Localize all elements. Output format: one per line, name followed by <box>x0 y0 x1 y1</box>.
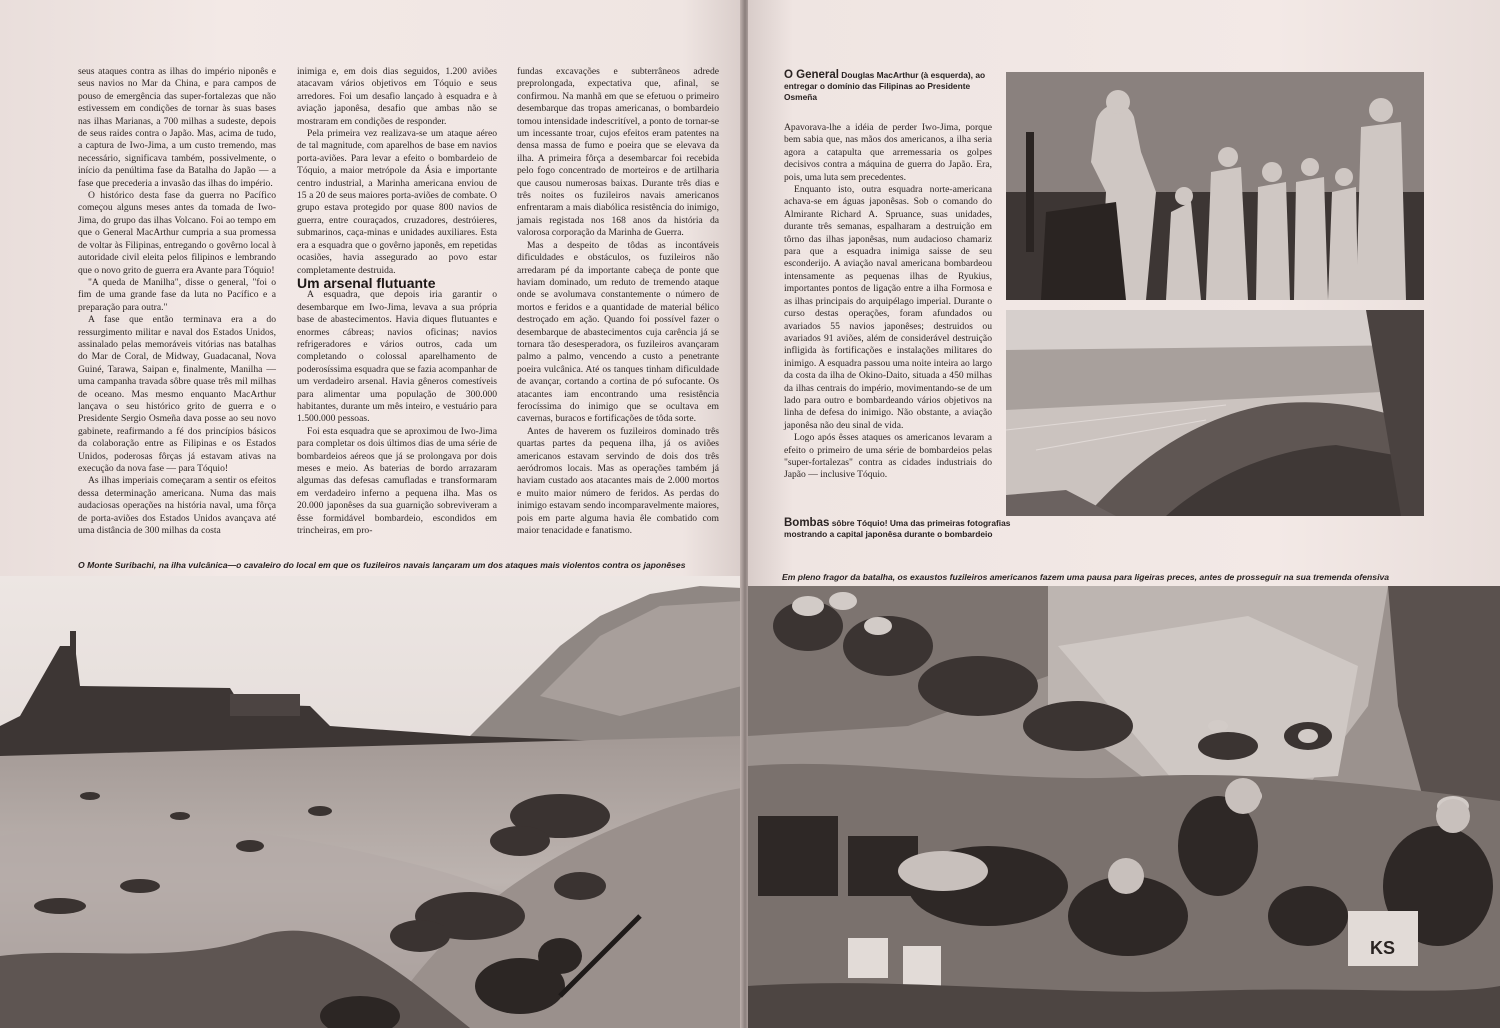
paragraph: fundas excavações e subterrâneos adrede preprolongada, expectativa que, afinal, se confirmou. Na manhã em que se efetuou o primeiro desembarque das tropas americanas, o bombardeio tomou intensidade indescritível, a ponto de tornar-se um incessante troar, cujos efeitos eram patentes na densa massa de fumo e poeira que se elevava da ilha. A primeira fôrça a desembarcar foi recebida pelo fogo concentrado de morteiros e de artilharia que causou numerosas baixas. Durante três dias e três noites os fuzileiros navais americanos enfrentaram a mais diabólica resistência do inimigo, jamais registada nos 168 anos da história da valorosa corporação da Marinha de Guerra. <box>517 66 719 239</box>
paragraph: Apavorava-lhe a idéia de perder Iwo-Jima, porque bem sabia que, nas mãos dos americanos, a ilha seria agora a catapulta que arremessaria os golpes decisivos contra a máquina de guerra do Japão. Era, pois, uma luta sem precedentes. <box>784 122 992 183</box>
paragraph: Enquanto isto, outra esquadra norte-americana achava-se em águas japonêsas. Sob o comando do Almirante Richard A. Spruance, suas unidades, durante três semanas, espalharam a destruição em tôrno das ilhas japonêsas, num audacioso chamariz para que a esquadra inimiga saisse de seu esconderijo. A aviação naval americana bombardeou intensamente as pequenas ilhas de Ryukius, importantes pontos de ligação entre a ilha Formosa e as ilhas principais do arquipélago imperial. Durante o curso destas operações, foram afundados ou avariados 55 navios japonêses; destruidos ou avariados 91 aviões, além de considerável destruição infligida às fortificações e instalações militares do inimigo. A esquadra passou uma noite inteira ao largo da costa da ilha de Okino-Daito, situada a 450 milhas da ilhas centrais do império, movimentando-se de um lado para outro e bombardeando vários objetivos na linha de defesa do inimigo. Não obstante, a aviação japonêsa não deu sinal de vida. <box>784 184 992 431</box>
left-text-column-2 <box>297 66 497 537</box>
prayer-photo-caption: Em pleno fragor da batalha, os exaustos fuzileiros americanos fazem uma pausa para ligeiras preces, antes de prosseguir na sua tremenda ofensiva <box>782 572 1390 582</box>
left-text-column-3 <box>517 66 719 537</box>
left-text-column-1 <box>78 66 276 537</box>
section-subheading: Um arsenal flutuante <box>297 274 436 291</box>
paragraph: "A queda de Manilha", disse o general, "foi o fim de uma grande fase da luta no Pacífico e a preparação para outra." <box>78 276 276 313</box>
crate-label: KS <box>1370 938 1396 958</box>
caption-text: sôbre Tóquio! Uma das primeiras fotografias mostrando a capital japonêsa durante o bombardeio <box>784 518 1011 539</box>
macarthur-ceremony-photo <box>1006 72 1424 300</box>
paragraph: Mas a despeito de tôdas as incontáveis dificuldades e obstáculos, os fuzileiros não arredaram pé da importante cabeça de ponte que haviam dominado, um reduto de tremendo ataque onde se avolumava constantemente o número de mortos e feridos e a quantidade de material bélico destroçado em ação. Quando foi possível fazer o desembarque de abastecimentos cuja carência já se tornara tão desesperadora, os fuzileiros avançaram palmo a palmo, vencendo a custo a penetrante poeira vulcânica. Até os tanques tinham dificuldade de avançar, cortando a cortina de pó sufocante. Os atacantes iam encontrando uma resistência ferocíssima do inimigo que se ocultava em cavernas, buracos e fortificações de tôda sorte. <box>517 239 719 425</box>
paragraph: A esquadra, que depois iria garantir o desembarque em Iwo-Jima, levava a sua própria base de abastecimentos. Havia diques flutuantes e enormes cábreas; navios oficinas; navios refrigeradores e vários outros, cada um completando o colossal aparelhamento de poderosíssima esquadra que se fazia acompanhar de um verdadeiro arsenal. Havia gêneros comestíveis para alimentar uma população de 300.000 habitantes, durante um mês inteiro, e vestuário para 1.500.000 pessoas. <box>297 289 497 425</box>
macarthur-photo-caption <box>784 70 1004 103</box>
paragraph: seus ataques contra as ilhas do império niponês e seus navios no Mar da China, e para campos de pouso de emergência das super-fortalezas que não estivessem em condições de tornar às suas bases nas ilhas Marianas, a 700 milhas a sudeste, depois de seus raides contra o Japão. Mas, acima de tudo, a captura de Iwo-Jima, a um custo tremendo, mas necessário, significava também, possivelmente, o início da penúltima fase da Batalha do Japão — a fase que precederia a invasão das ilhas do império. <box>78 66 276 189</box>
paragraph: As ilhas imperiais começaram a sentir os efeitos dessa determinação americana. Numa das mais audaciosas operações na história naval, uma fôrça de porta-aviões dos Estados Unidos avançava até uma distância de 300 milhas da costa <box>78 475 276 537</box>
beach-landing-photo <box>0 576 742 1028</box>
paragraph: inimiga e, em dois dias seguidos, 1.200 aviões atacavam vários objetivos em Tóquio e seus arredores. Foi um desafio lançado à esquadra e à aviação japonêsa, desafio que ambas não se mostraram em condições de responder. <box>297 66 497 127</box>
tokyo-aerial-photo <box>1006 310 1424 516</box>
caption-lead: Bombas <box>784 517 830 529</box>
paragraph: Foi esta esquadra que se aproximou de Iwo-Jima para completar os dois últimos dias de uma série de bombardeios aéreos que já se prolongava por dois meses e meio. As baterias de bordo arrazaram algumas das defesas camufladas e transformaram em verdadeiro inferno a pequena ilha. Mas os 20.000 japonêses da sua guarnição sobreviveram a êsse formidável bombardeio, escondidos em trincheiras, em pro- <box>297 425 497 537</box>
right-page <box>748 0 1500 1028</box>
paragraph: O histórico desta fase da guerra no Pacífico começou alguns meses antes da tomada de Iwo-Jima, do grupo das ilhas Volcano. Foi ao tempo em que o General MacArthur cumpria a sua promessa de voltar às Filipinas, entregando o govêrno local à autoridade civil eleita pelos filipinos e lembrando que o novo grito de guerra era Avante para Tóquio! <box>78 190 276 276</box>
bombing-photo-caption <box>784 518 1014 540</box>
paragraph: Pela primeira vez realizava-se um ataque aéreo de tal magnitude, com aparelhos de base em navios porta-aviões. Para levar a efeito o bombardeio de Tóquio, a maior metrópole da Ásia e importante centro industrial, a Marinha americana enviou de 15 a 20 de seus maiores porta-aviões de combate. O grupo estava protegido por quase 800 navios de guerra, entre couraçados, cruzadores, destróieres, submarinos, caça-minas e unidades auxiliares. Esta era a esquadra que o govêrno japonês, em repetidas ocasiões, havia assegurado ao povo estar completamente destruida. <box>297 128 497 276</box>
caption-text: Douglas MacArthur (à esquerda), ao entregar o domínio das Filipinas ao Presidente Osmeña <box>784 70 986 102</box>
paragraph: A fase que então terminava era a do ressurgimento militar e naval dos Estados Unidos, assinalado pelas memoráveis vitórias nas batalhas do Mar de Coral, de Midway, Guadacanal, Nova Guiné, Tarawa, Saipan e, finalmente, Manilha — uma campanha travada sôbre quase três mil milhas de oceano. Mas mesmo enquanto MacArthur lançava o seu histórico grito de guerra e o Presidente Sergio Osmeña dava posse ao seu novo gabinete, reafirmando a fé dos princípios básicos da colaboração entre as Filipinas e os Estados Unidos, poderosas fôrças já estavam ativas na execução da nova fase — para Tóquio! <box>78 314 276 474</box>
beach-photo-caption: O Monte Suribachi, na ilha vulcânica—o cavaleiro do local em que os fuzileiros navais lançaram um dos ataques mais violentos contra os japonêses <box>78 560 686 570</box>
caption-lead: O General <box>784 69 839 81</box>
paragraph: Logo após êsses ataques os americanos levaram a efeito o primeiro de uma série de bombardeios pelas "super-fortalezas" contra as cidades industriais do Japão — inclusive Tóquio. <box>784 432 992 481</box>
left-page <box>0 0 742 1028</box>
right-text-column <box>784 122 992 482</box>
paragraph: Antes de haverem os fuzileiros dominado três quartas partes da pequena ilha, já os aviões americanos estavam servindo de dois dos três aeródromos locais. Mas as operações também já haviam custado aos atacantes mais de 2.000 mortos e muito maior número de feridos. As perdas do inimigo estavam sendo incomparavelmente maiores, pois em parte alguma havia êle combatido com maior tenacidade e fanatismo. <box>517 425 719 537</box>
marines-prayer-photo <box>748 586 1500 1028</box>
